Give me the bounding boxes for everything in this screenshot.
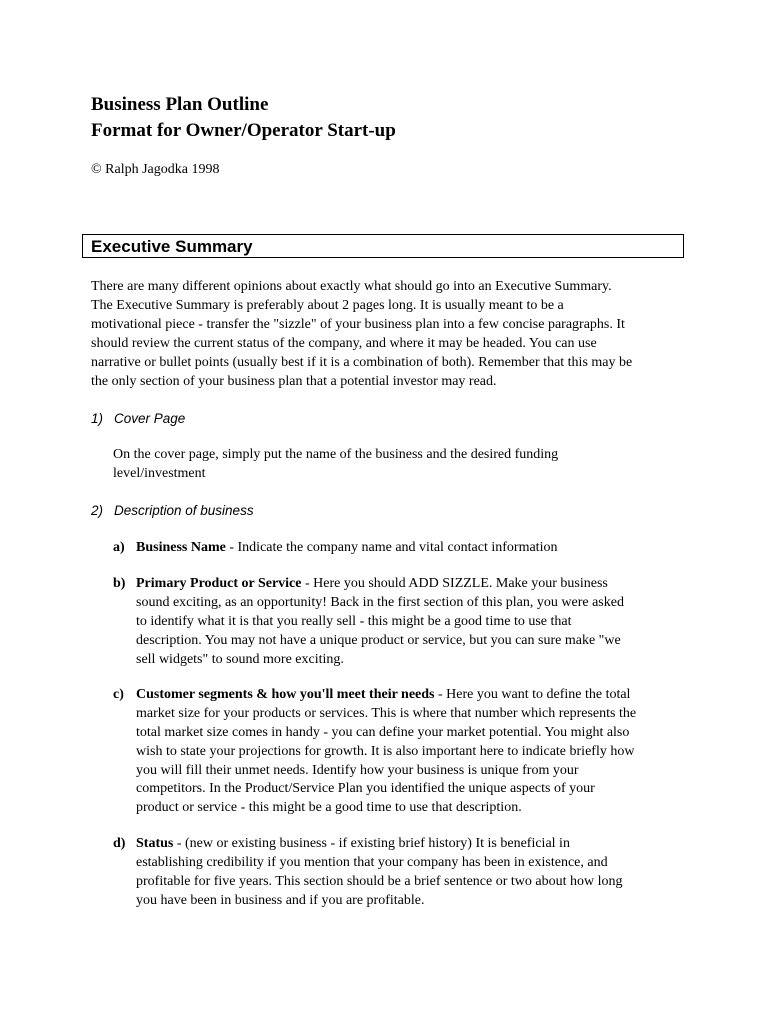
list-number: 1) (91, 411, 104, 426)
sub-item-line: competitors. In the Product/Service Plan you identified the unique aspects of your (136, 781, 595, 796)
sub-item-heading: Customer segments & how you'll meet their needs (136, 687, 435, 702)
intro-line: should review the current status of the company, and where it may be headed. You can use (91, 336, 597, 351)
sub-item-heading: Business Name (136, 540, 226, 555)
intro-line: motivational piece - transfer the "sizzle" of your business plan into a few concise paragraphs. It (91, 317, 625, 332)
item-body-line: On the cover page, simply put the name of the business and the desired funding (113, 447, 559, 462)
sub-item-line: sound exciting, as an opportunity! Back in the first section of this plan, you were asked (136, 595, 624, 610)
section-header-box (82, 234, 684, 258)
sub-item-line: total market size comes in handy - you can define your market potential. You might also (136, 725, 630, 740)
sub-item-line: to identify what it is that you really sell - this might be a good time to use that (136, 614, 572, 629)
sub-item-line: sell widgets" to sound more exciting. (136, 652, 344, 667)
intro-line: narrative or bullet points (usually best if it is a combination of both). Remember that this may be (91, 355, 633, 370)
sub-item-text: - (new or existing business - if existing brief history) It is beneficial in (173, 836, 570, 851)
item-heading-description: Description of business (114, 503, 254, 518)
sub-item-line: market size for your products or services. This is where that number which represents the (136, 706, 637, 721)
sub-item-line: wish to state your projections for growth. It is also important here to indicate briefly how (136, 744, 635, 759)
document-title: Business Plan Outline (91, 94, 269, 115)
sub-item-line: product or service - this might be a good time to use that description. (136, 800, 522, 815)
sub-letter: c) (113, 687, 124, 702)
sub-item-line: you have been in business and if you are profitable. (136, 893, 425, 908)
sub-item-text: - Here you should ADD SIZZLE. Make your business (301, 576, 608, 591)
sub-item-first-line (136, 574, 608, 593)
sub-item-heading: Status (136, 836, 174, 851)
sub-letter: d) (113, 836, 126, 851)
sub-letter: b) (113, 576, 126, 591)
intro-line: There are many different opinions about exactly what should go into an Executive Summary. (91, 279, 612, 294)
sub-item-heading: Primary Product or Service (136, 576, 302, 591)
intro-line: the only section of your business plan that a potential investor may read. (91, 374, 497, 389)
sub-item-first-line (136, 834, 570, 853)
document-subtitle: Format for Owner/Operator Start-up (91, 120, 396, 141)
sub-item-line: description. You may not have a unique product or service, but you can sure make "we (136, 633, 621, 648)
item-heading-cover-page: Cover Page (114, 411, 186, 426)
list-number: 2) (91, 503, 104, 518)
sub-item-text: - Here you want to define the total (434, 687, 631, 702)
item-body-line: level/investment (113, 466, 206, 481)
sub-item-line: establishing credibility if you mention that your company has been in existence, and (136, 855, 608, 870)
sub-item-line: profitable for five years. This section should be a brief sentence or two about how long (136, 874, 623, 889)
intro-line: The Executive Summary is preferably about 2 pages long. It is usually meant to be a (91, 298, 564, 313)
sub-item-line: you will fill their unmet needs. Identify how your business is unique from your (136, 763, 579, 778)
sub-item-first-line (136, 538, 557, 557)
sub-item-first-line (136, 685, 630, 704)
section-title: Executive Summary (91, 237, 253, 256)
sub-item-text: - Indicate the company name and vital contact information (225, 540, 558, 555)
copyright-notice: © Ralph Jagodka 1998 (91, 162, 220, 177)
sub-letter: a) (113, 540, 125, 555)
